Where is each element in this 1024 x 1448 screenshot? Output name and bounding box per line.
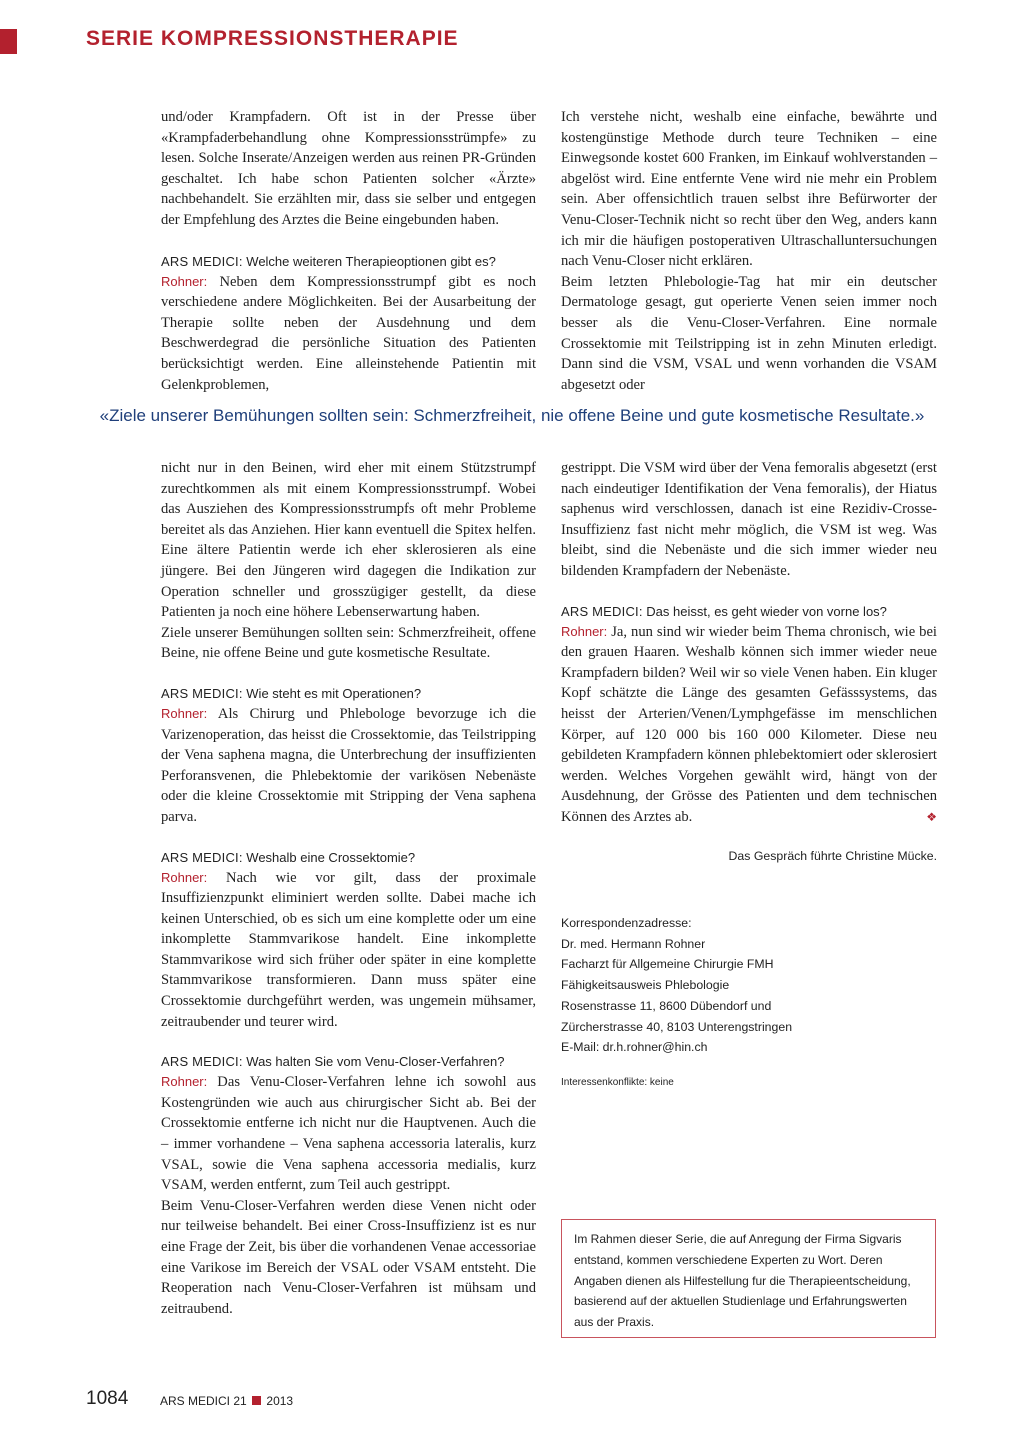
interview-question	[161, 252, 536, 272]
pull-quote: «Ziele unserer Bemühungen sollten sein: Schmerzfreiheit, nie offene Beine und gute kosmetische Resultate.»	[99, 406, 925, 425]
speaker-label: Rohner:	[161, 869, 208, 885]
question-source: ARS MEDICI:	[161, 685, 243, 701]
paragraph: Ich verstehe nicht, weshalb eine einfache, bewährte und kostengünstige Methode durch teure Techniken – eine Einwegsonde kostet 600 Franken, im Einkauf wohlverstanden – abgelöst wird. Eine entfernte Vene wird nie mehr ein Problem sein. Aber offensichtlich trauen selbst ihre Befürworter der Venu-Closer-Technik nicht so recht über den Weg, anders kann ich mir die häufigen postoperativen Ultraschalluntersuchungen nach Venu-Closer nicht erklären.	[561, 109, 937, 270]
header-accent-bar	[0, 29, 17, 54]
paragraph: nicht nur in den Beinen, wird eher mit einem Stützstrumpf zurechtkommen als mit einem Kompressionsstrumpf. Wobei das Ausziehen des Kompressionsstrumpfs oft mehr Probleme bereitet als das Anziehen. Hier kann eventuell die Spitex helfen. Eine ältere Patientin werde ich eher sklerosieren als eine jüngere. Bei den Jüngeren wird dagegen die Indikation zur Operation schneller und grosszügiger gestellt, da diese Patienten ja noch eine höhere Lebenserwartung haben.	[161, 460, 536, 621]
speaker-label: Rohner:	[561, 623, 608, 639]
series-title: SERIE KOMPRESSIONSTHERAPIE	[86, 27, 459, 50]
speaker-label: Rohner:	[161, 1074, 208, 1090]
interview-question	[161, 848, 536, 868]
interview-answer: Rohner: Nach wie vor gilt, dass der proximale Insuffizienzpunkt eliminiert werden sollte. Dabei mache ich keinen Unterschied, ob es sich um eine komplette oder um eine inkomplette Stammvarikose handelt. Eine inkomplette Stammvarikose wird sich früher oder später in eine komplette Stammvarikose transformieren. Dann muss später eine Crossektomie durchgeführt werden, was ungemein mühsamer, zeitraubender und teurer wird.	[161, 869, 537, 1030]
contact-name: Dr. med. Hermann Rohner	[561, 936, 706, 951]
paragraph: Beim letzten Phlebologie-Tag hat mir ein deutscher Dermatologe gesagt, gut operierte Venen seien immer noch besser als die Venu-Closer-Verfahren. Eine normale Crossektomie mit Teilstripping ist in zehn Minuten erledigt. Dann sind die VSM, VSAL und wenn vorhanden die VSAM abgesetzt oder	[561, 273, 937, 393]
contact-block	[561, 913, 937, 1058]
interview-question	[561, 602, 937, 622]
interview-answer: Rohner: Als Chirurg und Phlebologe bevorzuge ich die Varizenoperation, das heisst die Crossektomie, das Teilstripping der Vena saphena magna, die Unterbrechung der insuffizienten Perforansvenen, die Phlebektomie der varikösen Nebenäste oder die kleine Crossektomie mit Stripping der Vena saphena parva.	[161, 705, 537, 825]
question-text: Was halten Sie vom Venu-Closer-Verfahren?	[246, 1054, 505, 1070]
info-box-text: Im Rahmen dieser Serie, die auf Anregung der Firma Sigvaris entstand, kommen verschiedene Experten zu Wort. Deren Angaben dienen als Hilfestellung fur die Therapieentscheidung, basierend auf der aktuellen Studienlage und Erfahrungswerten aus der Praxis.	[574, 1232, 911, 1330]
contact-heading: Korrespondenzadresse:	[561, 916, 692, 930]
bottom-left-column	[161, 458, 536, 1319]
journal-footer	[160, 1394, 293, 1408]
contact-line: Fähigkeitsausweis Phlebologie	[561, 978, 730, 993]
question-text: Das heisst, es geht wieder von vorne los?	[646, 603, 887, 619]
contact-line: Rosenstrasse 11, 8600 Dübendorf und	[561, 998, 772, 1013]
contact-email: E-Mail: dr.h.rohner@hin.ch	[561, 1040, 708, 1055]
paragraph: gestrippt. Die VSM wird über der Vena femoralis abgesetzt (erst nach eindeutiger Identifikation der Vena femoralis), der Hiatus saphenus wird verschlossen, danach ist eine Rezidiv-Crosse-Insuffizienz fast nicht mehr möglich, die VSM ist weg. Was bleibt, sind die Nebenäste und die sich immer wieder neu bildenden Krampfadern der Nebenäste.	[561, 460, 937, 579]
interview-answer: Rohner: Das Venu-Closer-Verfahren lehne ich sowohl aus Kostengründen wie auch aus chirurgischer Sicht ab. Bei der Crossektomie entferne ich nicht nur die Hauptvenen. Auch die – immer vorhandene – Vena saphena accessoria lateralis, kurz VSAL, sowie die Vena saphena accessoria medialis, kurz VSAM, werden entfernt, zum Teil auch gestrippt.	[161, 1074, 536, 1194]
contact-line: Zürcherstrasse 40, 8103 Unterengstringen	[561, 1019, 793, 1034]
page-number: 1084	[86, 1388, 129, 1409]
bottom-right-column	[561, 458, 937, 866]
question-text: Weshalb eine Crossektomie?	[246, 849, 416, 865]
interview-question	[161, 1052, 536, 1072]
journal-name: ARS MEDICI 21	[160, 1394, 247, 1408]
question-source: ARS MEDICI:	[161, 253, 243, 269]
question-source: ARS MEDICI:	[161, 1054, 243, 1070]
speaker-label: Rohner:	[161, 273, 208, 289]
paragraph: Ziele unserer Bemühungen sollten sein: Schmerzfreiheit, offene Beine, nie offene Beine und gute kosmetische Resultate.	[161, 624, 536, 662]
interview-answer: Rohner: Ja, nun sind wir wieder beim Thema chronisch, wie bei den grauen Haaren. Weshalb können sich immer wieder neue Krampfadern bilden? Weil wir so viele Venen haben. Ein kluger Kopf schätzte die Länge des gesamten Gefässsystems, das heisst der Arterien/Venen/Lymphgefässe im menschlichen Körper, auf 120 000 bis 160 000 Kilometer. Diese neu gebildeten Krampfadern können phlebektomiert oder sklerosiert werden. Welches Vorgehen gewählt wird, hängt von der Ausdehnung, der Grösse des Patienten und dem technischen Können des Arztes ab. ❖	[561, 622, 937, 828]
question-text: Welche weiteren Therapieoptionen gibt es?	[246, 253, 496, 269]
paragraph: Beim Venu-Closer-Verfahren werden diese Venen nicht oder nur teilweise behandelt. Bei einer Cross-Insuffizienz ist es nur eine Frage der Zeit, bis über die vorhandenen Venae accessoriae eine Varikose im Bereich der VSAL oder VSAM entsteht. Die Reoperation nach Venu-Closer-Verfahren ist mühsam und zeitraubend.	[161, 1197, 536, 1317]
series-info-box	[561, 1219, 936, 1338]
conflict-statement: Interessenkonflikte: keine	[561, 1077, 674, 1088]
interview-answer: Rohner: Neben dem Kompressionsstrumpf gibt es noch verschiedene andere Möglichkeiten. Bei der Ausarbeitung der Therapie sollte neben der Ausdehnung und dem Beschwerdegrad die persönliche Situation des Patienten berücksichtigt werden. Eine alleinstehende Patientin mit Gelenkproblemen,	[161, 273, 536, 393]
contact-line: Facharzt für Allgemeine Chirurgie FMH	[561, 957, 774, 972]
interviewer-credit: Das Gespräch führte Christine Mücke.	[728, 848, 937, 863]
top-right-column	[561, 107, 937, 395]
top-left-column	[161, 107, 536, 395]
question-text: Wie steht es mit Operationen?	[246, 685, 422, 701]
article-end-icon: ❖	[926, 809, 937, 824]
journal-year: 2013	[266, 1394, 294, 1408]
question-source: ARS MEDICI:	[561, 603, 643, 619]
paragraph: und/oder Krampfadern. Oft ist in der Presse über «Krampfaderbehandlung ohne Kompressionsstrümpfe» zu lesen. Solche Inserate/Anzeigen werden aus reinen PR-Gründen geschaltet. Ich habe schon Patienten solcher «Ärzte» nachbehandelt. Sie erzählten mir, dass sie selber und entgegen der Empfehlung des Arztes die Beine eingebunden haben.	[161, 109, 536, 228]
speaker-label: Rohner:	[161, 705, 208, 721]
interview-question	[161, 684, 536, 704]
question-source: ARS MEDICI:	[161, 849, 243, 865]
footer-square-icon	[252, 1396, 261, 1405]
